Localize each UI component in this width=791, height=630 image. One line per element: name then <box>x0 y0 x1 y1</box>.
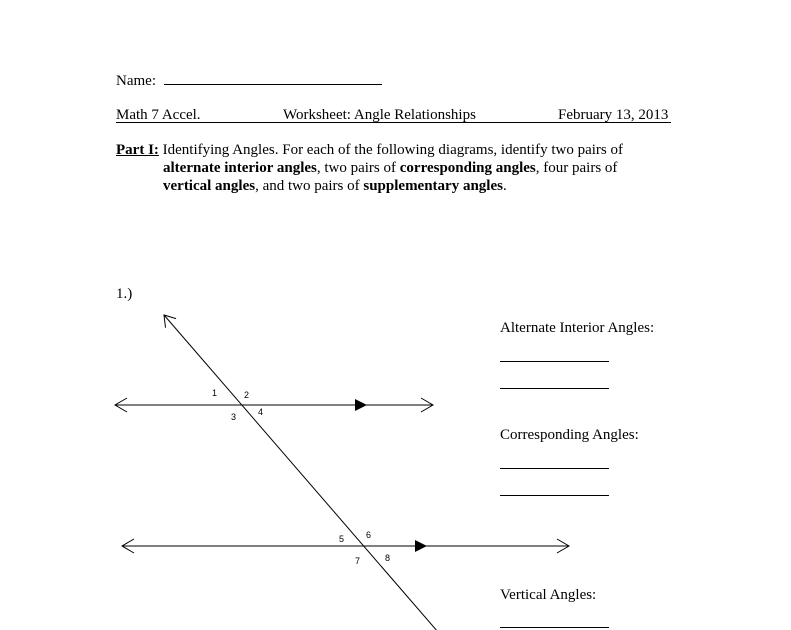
alternate-interior-blank-2[interactable] <box>500 388 609 389</box>
corresponding-heading: Corresponding Angles: <box>500 427 639 443</box>
term-supplementary: supplementary angles <box>363 178 503 194</box>
alternate-interior-blank-1[interactable] <box>500 361 609 362</box>
term-corresponding: corresponding angles <box>399 160 536 176</box>
angle-label-2: 2 <box>244 390 250 400</box>
name-label: Name: <box>116 73 156 89</box>
part1-text: , four pairs of <box>535 160 618 176</box>
vertical-blank-1[interactable] <box>500 627 609 628</box>
course-label: Math 7 Accel. <box>116 107 201 123</box>
angle-label-7: 7 <box>355 556 361 566</box>
angle-label-4: 4 <box>258 407 264 417</box>
term-alternate-interior: alternate interior angles <box>163 160 317 176</box>
part1-text: Identifying Angles. For each of the following diagrams, identify two pairs of <box>158 142 623 158</box>
angle-label-6: 6 <box>366 530 372 540</box>
part1-label: Part I: <box>116 142 159 158</box>
worksheet-date: February 13, 2013 <box>558 107 669 123</box>
angle-label-5: 5 <box>339 534 345 544</box>
transversal-line <box>164 315 438 630</box>
alternate-interior-heading: Alternate Interior Angles: <box>500 320 655 336</box>
part1-text: , and two pairs of <box>255 178 364 194</box>
term-vertical: vertical angles <box>163 178 256 194</box>
part1-text: , two pairs of <box>316 160 400 176</box>
problem-number: 1.) <box>116 286 133 302</box>
angle-label-8: 8 <box>385 553 391 563</box>
parallel-marker-lower <box>415 540 427 552</box>
angle-label-3: 3 <box>231 412 237 422</box>
worksheet-title: Worksheet: Angle Relationships <box>283 107 476 123</box>
corresponding-blank-1[interactable] <box>500 468 609 469</box>
vertical-heading: Vertical Angles: <box>500 587 597 603</box>
angle-label-1: 1 <box>212 388 218 398</box>
corresponding-blank-2[interactable] <box>500 495 609 496</box>
part1-text: . <box>502 178 507 194</box>
parallel-marker-upper <box>355 399 367 411</box>
